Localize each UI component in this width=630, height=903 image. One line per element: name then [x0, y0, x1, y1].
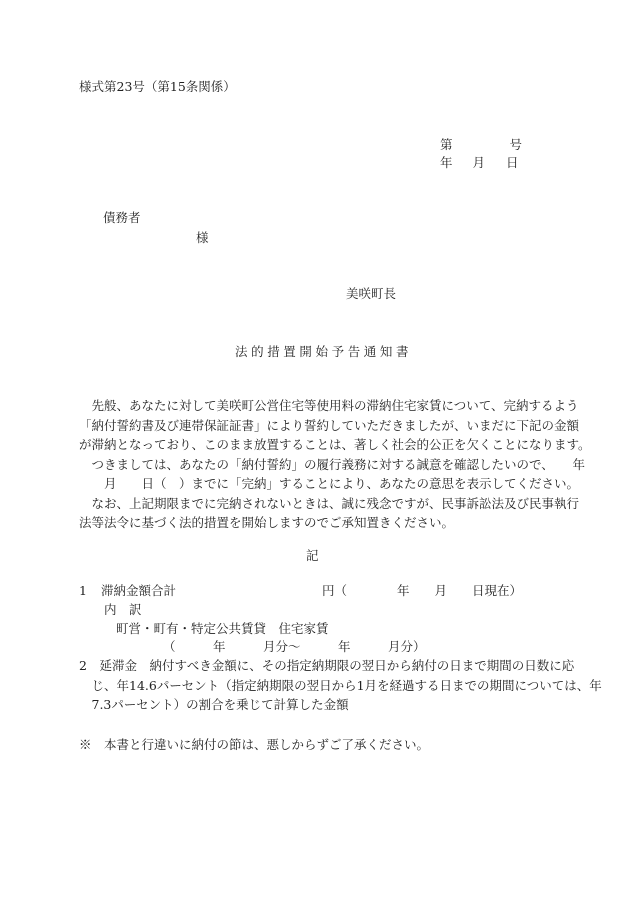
number-prefix: 第: [440, 137, 453, 152]
body-line: 「納付誓約書及び連帯保証証書」により誓約していただきましたが、いまだに下記の金額: [79, 417, 580, 433]
document-date-line: [440, 153, 519, 173]
date-day: 日: [506, 155, 519, 170]
item-2-line: じ、年14.6パーセント（指定納期限の翌日から1月を経過する日までの期間については、年: [79, 677, 602, 693]
breakdown-label: 内 訳: [104, 602, 142, 617]
footnote: ※ 本書と行違いに納付の節は、悪しからずご了承ください。: [79, 737, 430, 752]
form-number: 様式第23号（第15条関係）: [79, 79, 236, 94]
item-1-number: 1: [79, 583, 87, 598]
item-1-total-arrears: [79, 581, 522, 601]
item-2-line: 2 延滞金 納付すべき金額に、その指定納期限の翌日から納付の日まで期間の日数に応: [79, 658, 575, 673]
debtor-label: 債務者: [103, 210, 141, 225]
document-title: 法的措置開始予告通知書: [235, 344, 413, 359]
date-month: 月: [472, 155, 486, 170]
document-number-line: [440, 135, 522, 155]
rent-type: 町営・町有・特定公共賃貸 住宅家賃: [116, 621, 329, 636]
item-2-late-fee: [79, 656, 602, 715]
ki-heading: 記: [306, 548, 319, 563]
date-year: 年: [440, 155, 453, 170]
body-line: 先般、あなたに対して美咲町公営住宅等使用料の滞納住宅家賃について、完納するよう: [79, 398, 579, 413]
item-2-line: 7.3パーセント）の割合を乗じて計算した金額: [79, 697, 349, 712]
body-line: 法等法令に基づく法的措置を開始しますのでご承知置きください。: [79, 515, 455, 530]
item-1-label: 滞納金額合計: [100, 583, 176, 598]
number-suffix: 号: [509, 137, 523, 152]
body-line: が滞納となっており、このまま放置することは、著しく社会的公正を欠くことになります。: [79, 437, 591, 452]
rent-period: （ 年 月分～ 年 月分）: [163, 639, 426, 654]
item-1-amount: 円（ 年 月 日現在）: [321, 583, 522, 598]
body-line: つきましては、あなたの「納付誓約」の履行義務に対する誠意を確認したいので、 年: [79, 456, 586, 472]
body-line: なお、上記期限までに完納されないときは、誠に残念ですが、民事訴訟法及び民事執行: [79, 495, 580, 511]
body-line: 月 日（ ）までに「完納」することにより、あなたの意思を表示してください。: [79, 476, 580, 491]
addressee-honorific: 様: [196, 230, 209, 245]
body-paragraph: [79, 396, 591, 533]
sender-name: 美咲町長: [346, 286, 397, 301]
